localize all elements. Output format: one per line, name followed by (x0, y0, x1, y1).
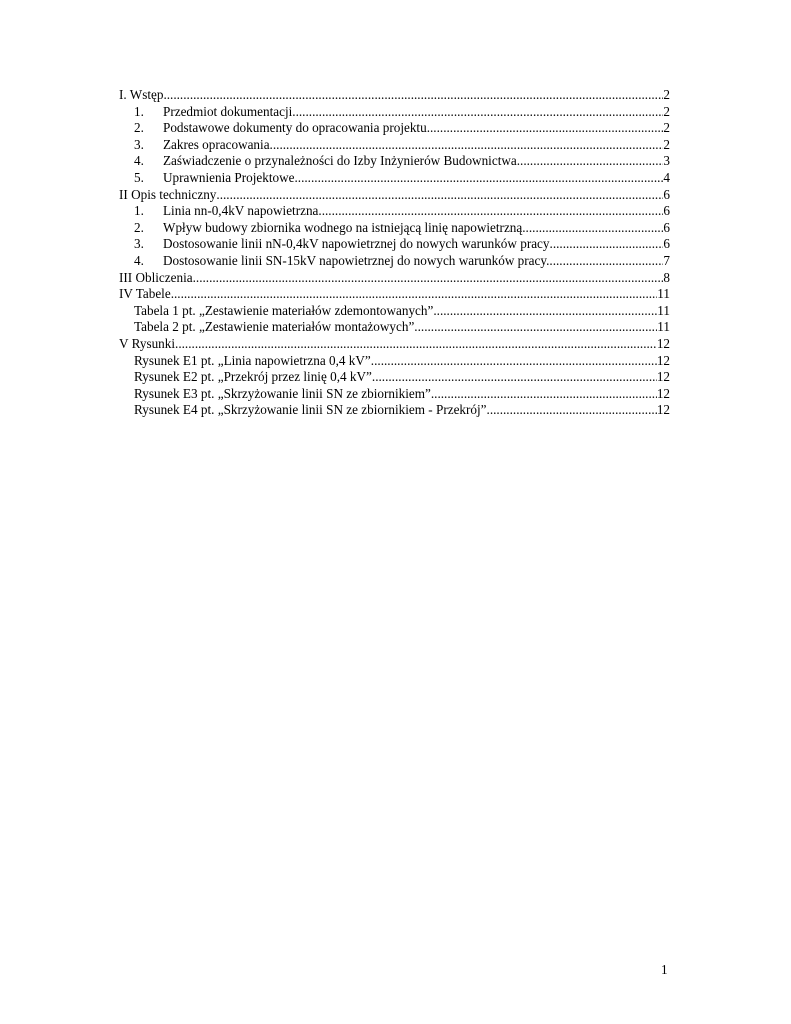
toc-page-number: 12 (656, 369, 670, 385)
toc-subitem-title: Rysunek E1 pt. „Linia napowietrzna 0,4 kV”. (134, 352, 375, 368)
toc-leader-dots (294, 170, 663, 187)
toc-leader-dots (270, 137, 664, 154)
toc-item-number: 3. (134, 136, 144, 152)
toc-page-number: 7 (663, 252, 670, 268)
toc-section-title: IV Tabele (119, 286, 171, 302)
toc-page-number: 6 (663, 186, 670, 202)
toc-leader-dots (550, 236, 664, 253)
toc-entry-section[interactable] (119, 336, 670, 353)
toc-section-title: II Opis techniczny (119, 186, 217, 202)
toc-item-title: Uprawnienia Projektowe (163, 169, 295, 185)
toc-item-number: 2. (134, 120, 144, 136)
toc-page-number: 6 (663, 236, 670, 252)
toc-leader-dots (549, 253, 663, 270)
toc-item-title: Zakres opracowania (163, 136, 270, 152)
toc-entry-subitem[interactable] (119, 353, 670, 370)
toc-page-number: 2 (663, 103, 670, 119)
toc-item-number: 4. (134, 153, 144, 169)
toc-section-title: I. Wstęp (119, 87, 164, 102)
toc-entry-item[interactable] (119, 220, 670, 237)
toc-leader-dots (175, 336, 657, 353)
toc-leader-dots (322, 203, 664, 220)
toc-item-number: 1. (134, 203, 144, 219)
toc-page-number: 11 (657, 319, 670, 335)
toc-entry-section[interactable] (119, 286, 670, 303)
toc-entry-subitem[interactable] (119, 319, 670, 336)
toc-item-number: 1. (134, 103, 144, 119)
toc-entry-subitem[interactable] (119, 369, 670, 386)
toc-item-title: Wpływ budowy zbiornika wodnego na istniejącą linię napowietrzną. (163, 219, 526, 235)
toc-leader-dots (375, 369, 657, 386)
toc-entry-subitem[interactable] (119, 402, 670, 419)
toc-entry-item[interactable] (119, 120, 670, 137)
table-of-contents (119, 87, 670, 419)
toc-page-number: 8 (663, 269, 670, 285)
toc-item-title: Dostosowanie linii nN-0,4kV napowietrznej do nowych warunków pracy (163, 236, 550, 252)
toc-leader-dots (216, 187, 663, 204)
toc-leader-dots (526, 220, 664, 237)
toc-item-title: Przedmiot dokumentacji (163, 103, 293, 119)
toc-page-number: 4 (663, 169, 670, 185)
toc-leader-dots (427, 120, 664, 137)
toc-entry-item[interactable] (119, 137, 670, 154)
toc-leader-dots (163, 87, 663, 104)
toc-item-title: Linia nn-0,4kV napowietrzna. (163, 203, 322, 219)
toc-page-number: 6 (663, 203, 670, 219)
toc-subitem-title: Rysunek E2 pt. „Przekrój przez linię 0,4 kV”. (134, 369, 376, 385)
toc-entry-item[interactable] (119, 170, 670, 187)
toc-entry-item[interactable] (119, 236, 670, 253)
toc-subitem-title: Tabela 2 pt. „Zestawienie materiałów montażowych”. (134, 319, 418, 335)
toc-subitem-title: Tabela 1 pt. „Zestawienie materiałów zdemontowanych”. (134, 302, 437, 318)
toc-item-number: 2. (134, 219, 144, 235)
toc-section-title: III Obliczenia (119, 269, 193, 285)
toc-subitem-title: Rysunek E4 pt. „Skrzyżowanie linii SN ze zbiornikiem - Przekrój”. (134, 402, 490, 418)
toc-leader-dots (292, 104, 663, 121)
toc-entry-subitem[interactable] (119, 303, 670, 320)
toc-leader-dots (434, 386, 657, 403)
toc-page-number: 2 (663, 87, 670, 102)
toc-entry-section[interactable] (119, 187, 670, 204)
toc-page-number: 2 (663, 136, 670, 152)
toc-page-number: 12 (656, 402, 670, 418)
toc-entry-item[interactable] (119, 104, 670, 121)
toc-page-number: 11 (657, 302, 670, 318)
toc-subitem-title: Rysunek E3 pt. „Skrzyżowanie linii SN ze zbiornikiem”. (134, 385, 435, 401)
toc-item-title: Dostosowanie linii SN-15kV napowietrznej do nowych warunków pracy. (163, 252, 550, 268)
toc-page-number: 11 (657, 286, 670, 302)
toc-page-number: 12 (656, 335, 670, 351)
toc-leader-dots (437, 303, 658, 320)
toc-section-title: V Rysunki (119, 335, 176, 351)
toc-leader-dots (517, 153, 664, 170)
toc-leader-dots (418, 319, 658, 336)
toc-item-title: Podstawowe dokumenty do opracowania projektu (163, 120, 427, 136)
toc-leader-dots (171, 286, 658, 303)
toc-page-number: 2 (663, 120, 670, 136)
toc-item-title: Zaświadczenie o przynależności do Izby Inżynierów Budownictwa (163, 153, 517, 169)
toc-page-number: 3 (663, 153, 670, 169)
page-footer-number: 1 (661, 962, 668, 977)
toc-page-number: 12 (656, 352, 670, 368)
toc-entry-subitem[interactable] (119, 386, 670, 403)
toc-page-number: 12 (656, 385, 670, 401)
toc-leader-dots (490, 402, 657, 419)
toc-item-number: 5. (134, 169, 144, 185)
toc-entry-section[interactable] (119, 87, 670, 104)
toc-page-number: 6 (663, 219, 670, 235)
toc-item-number: 3. (134, 236, 144, 252)
toc-entry-item[interactable] (119, 203, 670, 220)
toc-leader-dots (374, 353, 657, 370)
toc-entry-item[interactable] (119, 153, 670, 170)
toc-entry-section[interactable] (119, 270, 670, 287)
toc-entry-item[interactable] (119, 253, 670, 270)
toc-item-number: 4. (134, 252, 144, 268)
toc-leader-dots (193, 270, 664, 287)
